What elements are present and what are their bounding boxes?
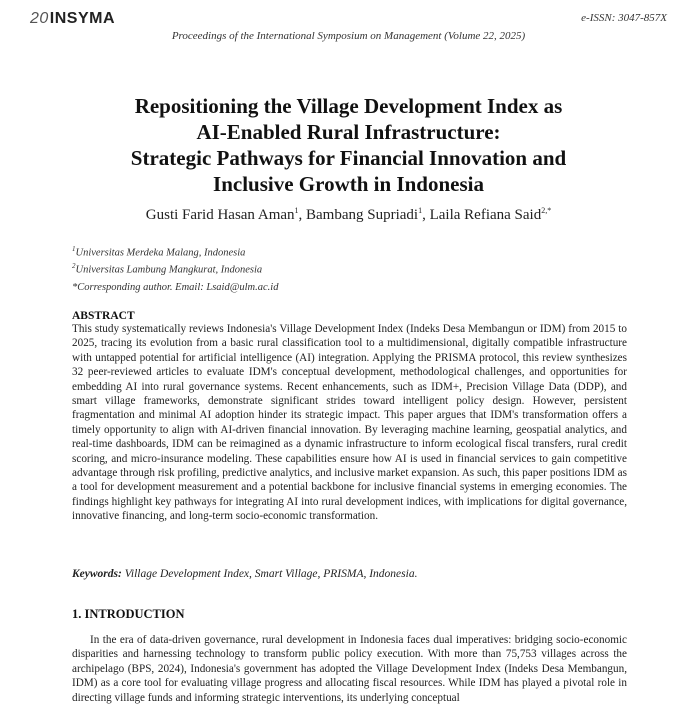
affiliation-sup: 1 xyxy=(72,245,76,253)
author-name: Bambang Supriadi xyxy=(306,207,419,223)
author-sup: 1 xyxy=(294,206,299,215)
affiliations xyxy=(72,243,262,276)
title-line: Inclusive Growth in Indonesia xyxy=(213,172,484,196)
author-separator: , xyxy=(422,207,430,223)
affiliation-text: Universitas Lambung Mangkurat, Indonesia xyxy=(75,264,263,275)
author-separator: , xyxy=(298,207,307,223)
paper-title xyxy=(40,93,657,197)
affiliation-line xyxy=(72,260,262,277)
logo-text: INSYMA xyxy=(49,10,116,27)
corresponding-author: *Corresponding author. Email: Lsaid@ulm.ac.id xyxy=(72,282,279,293)
author-name: Laila Refiana Said xyxy=(429,207,542,223)
title-line: AI-Enabled Rural Infrastructure: xyxy=(196,120,501,144)
affiliation-sup: 2 xyxy=(72,261,76,270)
logo-mark: 20 xyxy=(30,10,49,27)
issn-label: e-ISSN: 3047-857X xyxy=(581,12,667,24)
author-list xyxy=(0,206,697,224)
introduction-heading: 1. INTRODUCTION xyxy=(72,607,185,621)
abstract-text: This study systematically reviews Indonesia's Village Development Index (Indeks Desa Membangun or IDM) from 2015 to 2025, tracing its evolution from a basic rural classification tool to a multidimensional, digitally compatible infrastructure with untapped potential for artificial intelligence (AI) integration. Applying the PRISMA protocol, this review synthesizes 32 peer-reviewed articles to evaluate IDM's conceptual development, methodological challenges, and opportunities for embedding AI into rural governance systems. Recent enhancements, such as IDM+, Precision Village Data (DDP), and smart village frameworks, demonstrate significant strides toward intelligent policy design. However, persistent fragmentation and minimal AI adoption hinder its strategic impact. This paper argues that IDM's transformation offers a timely opportunity to align with AI-driven financial innovation. By leveraging machine learning, geospatial analytics, and real-time dashboards, IDM can be reimagined as a dynamic infrastructure to inform ecological fiscal transfers, rural credit scoring, and micro-insurance modeling. These capabilities ensure how AI is used in financial services to gain competitive advantage through risk profiling, predictive analytics, and inclusive market expansion. As such, this paper positions IDM as a tool for development measurement and a potential backbone for inclusive financial systems in emerging economies. The findings highlight key pathways for integrating AI into rural development indices, with implications for digital governance, innovative financing, and long-term socio-economic transformation. xyxy=(72,323,627,523)
keywords-label: Keywords: xyxy=(72,568,122,580)
affiliation-text: Universitas Merdeka Malang, Indonesia xyxy=(75,247,246,259)
proceedings-header: Proceedings of the International Symposium on Management (Volume 22, 2025) xyxy=(171,30,526,42)
title-line: Strategic Pathways for Financial Innovation and xyxy=(130,146,567,170)
keywords-line xyxy=(72,568,417,580)
author-name: Gusti Farid Hasan Aman xyxy=(145,207,295,223)
abstract-heading: ABSTRACT xyxy=(72,310,135,322)
author-sup: 2,* xyxy=(541,206,552,215)
introduction-text: In the era of data-driven governance, rural development in Indonesia faces dual imperatives: bridging socio-economic disparities and harnessing technology to transform public policy execution. With more than 75,753 villages across the archipelago (BPS, 2024), Indonesia's government has adopted the Village Development Index (Indeks Desa Membangun, IDM) as a core tool for evaluating village progress and allocating fiscal resources. While IDM has played a pivotal role in directing village funds and informing strategic interventions, its underlying conceptual xyxy=(72,634,627,704)
author-sup: 1 xyxy=(418,206,423,215)
conference-logo xyxy=(30,10,115,28)
title-line: Repositioning the Village Development Index as xyxy=(134,94,563,118)
keywords-value: Village Development Index, Smart Village, PRISMA, Indonesia. xyxy=(124,568,418,580)
affiliation-line xyxy=(72,243,262,260)
